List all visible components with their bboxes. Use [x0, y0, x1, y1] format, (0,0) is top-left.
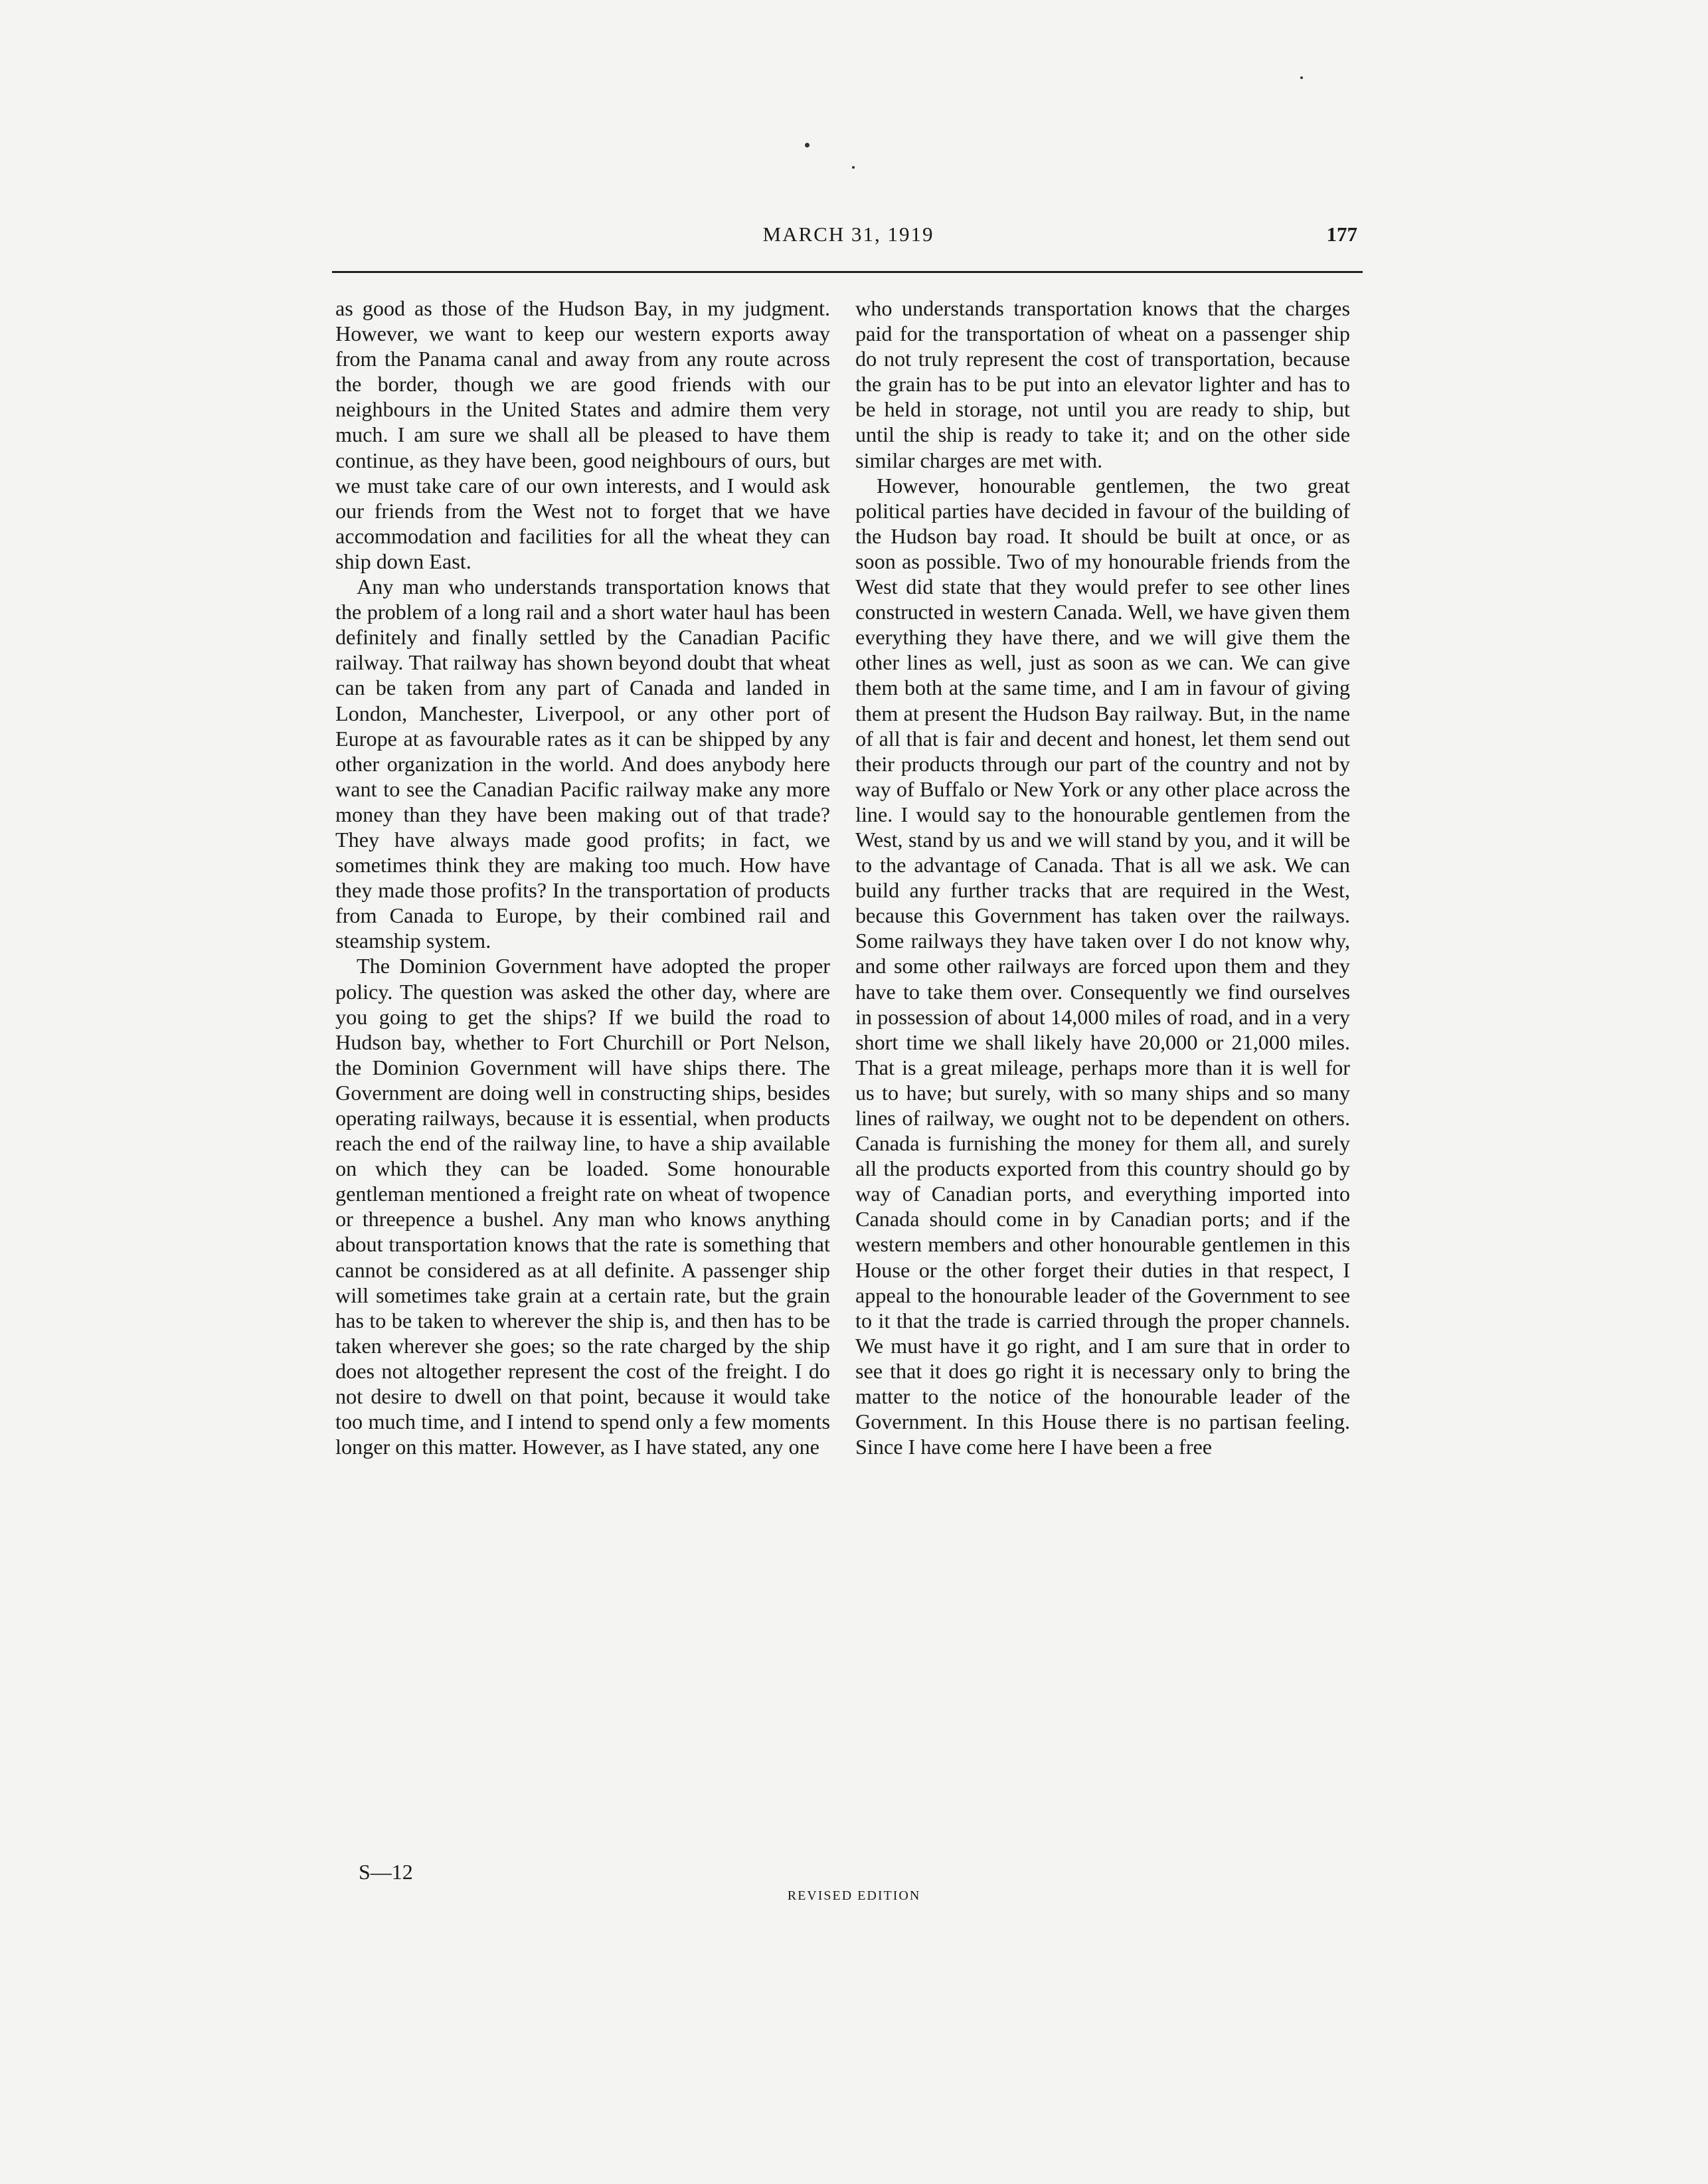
paragraph: Any man who understands transportation knows that the problem of a long rail and a short water haul has been definitely and finally settled by the Canadian Pacific railway. That railway has shown beyond doubt that wheat can be taken from any part of Canada and landed in London, Manchester, Liverpool, or any other port of Europe at as favourable rates as it can be shipped by any other organization in the world. And does anybody here want to see the Canadian Pacific railway make any more money than they have been making out of that trade? They have always made good profits; in fact, we sometimes think they are making too much. How have they made those profits? In the transportation of products from Canada to Europe, by their combined rail and steamship system. [335, 575, 830, 953]
header-rule [332, 271, 1363, 273]
header-date: MARCH 31, 1919 [762, 223, 934, 246]
scan-speck [852, 166, 855, 169]
right-column [855, 296, 1350, 1459]
paragraph: The Dominion Government have adopted the proper policy. The question was asked the other day, where are you going to get the ships? If we build the road to Hudson bay, whether to Fort Churchill or Port Nelson, the Dominion Government will have ships there. The Government are doing well in constructing ships, besides operating railways, because it is essential, when products reach the end of the railway line, to have a ship available on which they can be loaded. Some honourable gentleman mentioned a freight rate on wheat of twopence or threepence a bushel. Any man who knows anything about transportation knows that the rate is something that cannot be considered as at all definite. A passenger ship will sometimes take grain at a certain rate, but the grain has to be taken to wherever the ship is, and then has to be taken wherever she goes; so the rate charged by the ship does not altogether represent the cost of the freight. I do not desire to dwell on that point, because it would take too much time, and I intend to spend only a few moments longer on this matter. However, as I have stated, any one [335, 954, 830, 1459]
edition-note: REVISED EDITION [787, 1888, 921, 1903]
paragraph: as good as those of the Hudson Bay, in my judgment. However, we want to keep our western exports away from the Panama canal and away from any route across the border, though we are good friends with our neighbours in the United States and admire them very much. I am sure we shall all be pleased to have them continue, as they have been, good neighbours of ours, but we must take care of our own interests, and I would ask our friends from the West not to forget that we have accommodation and facilities for all the wheat they can ship down East. [335, 296, 830, 573]
running-header [335, 223, 1361, 262]
paragraph: However, honourable gentlemen, the two great political parties have decided in favour of the building of the Hudson bay road. It should be built at once, or as soon as possible. Two of my honourable friends from the West did state that they would prefer to see other lines constructed in western Canada. Well, we have given them everything they have there, and we will give them the other lines as well, just as soon as we can. We can give them both at the same time, and I am in favour of giving them at present the Hudson Bay railway. But, in the name of all that is fair and decent and honest, let them send out their products through our part of the country and not by way of Buffalo or New York or any other place across the line. I would say to the honourable gentlemen from the West, stand by us and we will stand by you, and it will be to the advantage of Canada. That is all we ask. We can build any further tracks that are required in the West, because this Government has taken over the railways. Some railways they have taken over I do not know why, and some other railways are forced upon them and they have to take them over. Consequently we find ourselves in possession of about 14,000 miles of road, and in a very short time we shall likely have 20,000 or 21,000 miles. That is a great mileage, perhaps more than it is well for us to have; but surely, with so many ships and so many lines of railway, we ought not to be dependent on others. Canada is furnishing the money for them all, and surely all the products exported from this country should go by way of Canadian ports, and everything imported into Canada should come in by Canadian ports; and if the western members and other honourable gentlemen in this House or the other forget their duties in that respect, I appeal to the honourable leader of the Government to see to it that the trade is carried through the proper channels. We must have it go right, and I am sure that in order to see that it does go right it is necessary only to bring the matter to the notice of the honourable leader of the Government. In this House there is no partisan feeling. Since I have come here I have been a free [855, 473, 1350, 1459]
left-column [335, 296, 830, 1459]
scan-speck [1300, 76, 1303, 79]
paragraph: who understands transportation knows that the charges paid for the transportation of wheat on a passenger ship do not truly represent the cost of transportation, because the grain has to be put into an elevator lighter and has to be held in storage, not until you are ready to ship, but until the ship is ready to take it; and on the other side similar charges are met with. [855, 296, 1350, 472]
printer-signature: S—12 [359, 1860, 413, 1884]
scan-speck [805, 143, 810, 147]
page-number: 177 [1326, 223, 1357, 246]
